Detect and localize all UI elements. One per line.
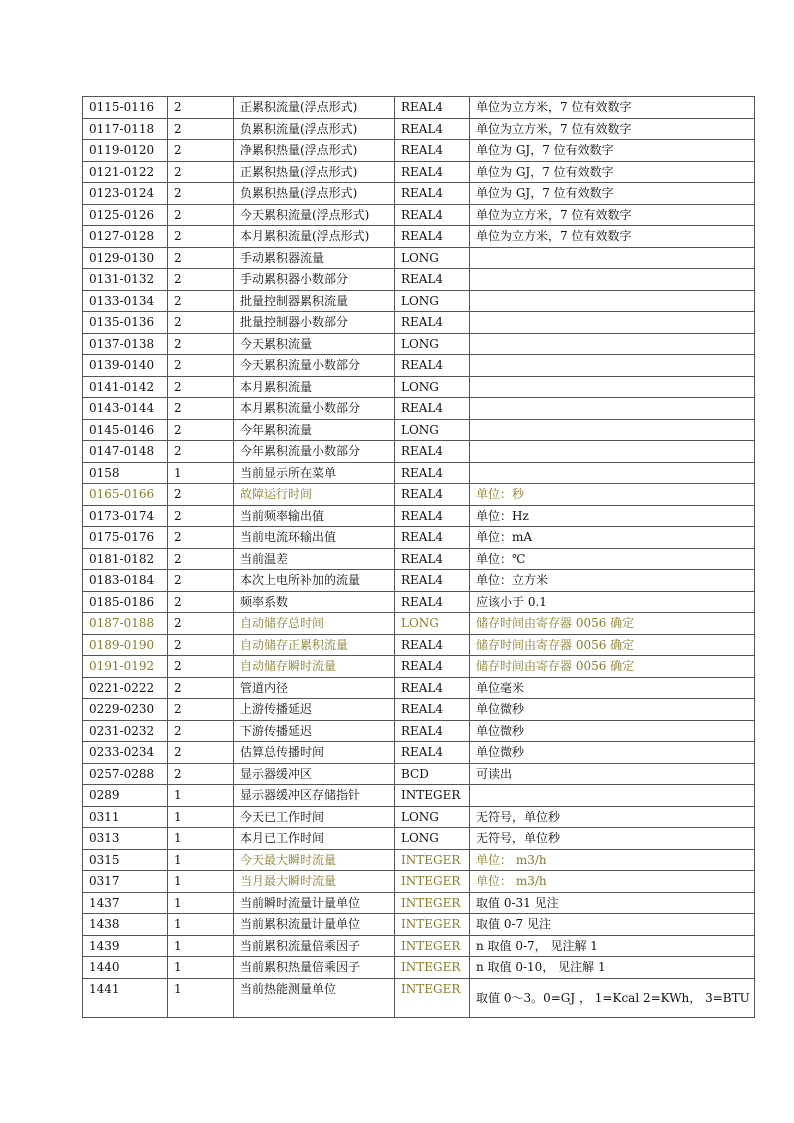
register-count-cell: 1 [168,785,234,807]
register-count-cell: 2 [168,226,234,248]
register-address-cell: 0181-0182 [83,548,168,570]
register-name-cell: 自动储存正累积流量 [234,634,395,656]
data-type-cell: LONG [395,613,470,635]
data-type-cell: LONG [395,806,470,828]
data-type-cell: REAL4 [395,355,470,377]
register-name-cell: 故障运行时间 [234,484,395,506]
register-address-cell: 0115-0116 [83,97,168,119]
register-name-cell: 今年累积流量小数部分 [234,441,395,463]
register-count-cell: 1 [168,978,234,1017]
register-name-cell: 自动储存总时间 [234,613,395,635]
register-count-cell: 2 [168,183,234,205]
table-row [83,677,755,699]
data-type-cell: REAL4 [395,204,470,226]
register-name-cell: 今天累积流量 [234,333,395,355]
register-name-cell: 当前频率输出值 [234,505,395,527]
register-count-cell: 2 [168,656,234,678]
register-count-cell: 2 [168,161,234,183]
data-type-cell: REAL4 [395,269,470,291]
register-count-cell: 2 [168,441,234,463]
register-count-cell: 2 [168,333,234,355]
note-cell: 单位： m3/h [470,849,755,871]
data-type-cell: LONG [395,376,470,398]
table-row [83,613,755,635]
register-address-cell: 0123-0124 [83,183,168,205]
data-type-cell: REAL4 [395,677,470,699]
data-type-cell: REAL4 [395,161,470,183]
note-cell: 单位为立方米，7 位有效数字 [470,118,755,140]
note-cell [470,785,755,807]
register-address-cell: 0158 [83,462,168,484]
table-row [83,505,755,527]
note-cell: 单位毫米 [470,677,755,699]
table-row [83,656,755,678]
note-cell: 单位为 GJ，7 位有效数字 [470,140,755,162]
register-address-cell: 1439 [83,935,168,957]
table-row [83,97,755,119]
note-cell: 无符号，单位秒 [470,806,755,828]
register-address-cell: 0139-0140 [83,355,168,377]
register-address-cell: 0135-0136 [83,312,168,334]
data-type-cell: INTEGER [395,871,470,893]
table-row [83,204,755,226]
register-count-cell: 2 [168,312,234,334]
register-count-cell: 2 [168,720,234,742]
note-cell: 单位：℃ [470,548,755,570]
register-address-cell: 1441 [83,978,168,1017]
register-name-cell: 本月累积流量小数部分 [234,398,395,420]
table-row [83,398,755,420]
table-row [83,957,755,979]
register-address-cell: 0233-0234 [83,742,168,764]
data-type-cell: REAL4 [395,656,470,678]
register-count-cell: 2 [168,376,234,398]
register-name-cell: 净累积热量(浮点形式) [234,140,395,162]
register-count-cell: 2 [168,742,234,764]
table-row [83,376,755,398]
data-type-cell: REAL4 [395,97,470,119]
register-name-cell: 当前瞬时流量计量单位 [234,892,395,914]
note-cell: 单位微秒 [470,742,755,764]
register-name-cell: 本月已工作时间 [234,828,395,850]
data-type-cell: INTEGER [395,785,470,807]
register-count-cell: 2 [168,505,234,527]
data-type-cell: BCD [395,763,470,785]
register-address-cell: 1437 [83,892,168,914]
note-cell [470,419,755,441]
note-cell: 储存时间由寄存器 0056 确定 [470,656,755,678]
note-cell: 应该小于 0.1 [470,591,755,613]
table-row [83,247,755,269]
data-type-cell: REAL4 [395,312,470,334]
register-address-cell: 0147-0148 [83,441,168,463]
table-row [83,763,755,785]
table-row [83,269,755,291]
register-address-cell: 0141-0142 [83,376,168,398]
table-row [83,118,755,140]
note-cell: 单位：mA [470,527,755,549]
table-row [83,849,755,871]
register-name-cell: 负累积热量(浮点形式) [234,183,395,205]
note-cell [470,355,755,377]
register-name-cell: 管道内径 [234,677,395,699]
table-row [83,828,755,850]
data-type-cell: REAL4 [395,699,470,721]
register-count-cell: 2 [168,247,234,269]
note-cell: 取值 0-31 见注 [470,892,755,914]
note-cell: 单位：立方米 [470,570,755,592]
table-row [83,570,755,592]
register-address-cell: 0311 [83,806,168,828]
register-count-cell: 1 [168,828,234,850]
data-type-cell: REAL4 [395,742,470,764]
register-address-cell: 0187-0188 [83,613,168,635]
register-name-cell: 当前热能测量单位 [234,978,395,1017]
note-cell: 单位为立方米，7 位有效数字 [470,97,755,119]
data-type-cell: INTEGER [395,957,470,979]
data-type-cell: REAL4 [395,226,470,248]
register-address-cell: 0257-0288 [83,763,168,785]
register-name-cell: 负累积流量(浮点形式) [234,118,395,140]
data-type-cell: LONG [395,828,470,850]
data-type-cell: INTEGER [395,849,470,871]
register-name-cell: 本月累积流量(浮点形式) [234,226,395,248]
register-address-cell: 0173-0174 [83,505,168,527]
data-type-cell: REAL4 [395,118,470,140]
register-count-cell: 2 [168,484,234,506]
register-count-cell: 2 [168,634,234,656]
table-row [83,355,755,377]
data-type-cell: REAL4 [395,398,470,420]
note-cell [470,441,755,463]
note-cell: 单位微秒 [470,699,755,721]
register-address-cell: 0125-0126 [83,204,168,226]
data-type-cell: REAL4 [395,527,470,549]
register-name-cell: 当前累积热量倍乘因子 [234,957,395,979]
table-row [83,978,755,1017]
note-cell: 单位：秒 [470,484,755,506]
data-type-cell: REAL4 [395,441,470,463]
register-table [82,96,755,1018]
table-row [83,914,755,936]
note-cell: n 取值 0-10， 见注解 1 [470,957,755,979]
data-type-cell: REAL4 [395,484,470,506]
register-name-cell: 自动储存瞬时流量 [234,656,395,678]
register-count-cell: 1 [168,871,234,893]
data-type-cell: INTEGER [395,914,470,936]
register-address-cell: 0183-0184 [83,570,168,592]
register-name-cell: 显示器缓冲区存储指针 [234,785,395,807]
register-count-cell: 2 [168,290,234,312]
register-count-cell: 2 [168,269,234,291]
data-type-cell: REAL4 [395,183,470,205]
register-count-cell: 1 [168,806,234,828]
register-name-cell: 当前电流环输出值 [234,527,395,549]
register-address-cell: 0185-0186 [83,591,168,613]
table-row [83,699,755,721]
data-type-cell: LONG [395,247,470,269]
register-address-cell: 0289 [83,785,168,807]
note-cell: 储存时间由寄存器 0056 确定 [470,634,755,656]
register-count-cell: 2 [168,527,234,549]
table-row [83,183,755,205]
register-name-cell: 今天已工作时间 [234,806,395,828]
note-cell: 取值 0-7 见注 [470,914,755,936]
note-cell: 取值 0～3。0=GJ ， 1=Kcal 2=KWh， 3=BTU [470,978,755,1017]
register-count-cell: 2 [168,97,234,119]
data-type-cell: REAL4 [395,591,470,613]
note-cell [470,398,755,420]
note-cell: 储存时间由寄存器 0056 确定 [470,613,755,635]
note-cell: 无符号，单位秒 [470,828,755,850]
table-row [83,290,755,312]
register-address-cell: 0189-0190 [83,634,168,656]
table-row [83,484,755,506]
register-address-cell: 0145-0146 [83,419,168,441]
data-type-cell: LONG [395,333,470,355]
table-row [83,161,755,183]
note-cell [470,462,755,484]
register-name-cell: 估算总传播时间 [234,742,395,764]
register-address-cell: 0175-0176 [83,527,168,549]
register-name-cell: 当前显示所在菜单 [234,462,395,484]
register-count-cell: 2 [168,548,234,570]
register-address-cell: 0229-0230 [83,699,168,721]
register-address-cell: 0133-0134 [83,290,168,312]
register-address-cell: 1438 [83,914,168,936]
note-cell: 单位为立方米，7 位有效数字 [470,226,755,248]
register-address-cell: 0313 [83,828,168,850]
note-cell: n 取值 0-7， 见注解 1 [470,935,755,957]
table-row [83,312,755,334]
register-name-cell: 下游传播延迟 [234,720,395,742]
register-count-cell: 1 [168,462,234,484]
table-row [83,527,755,549]
register-address-cell: 0317 [83,871,168,893]
register-address-cell: 0221-0222 [83,677,168,699]
register-name-cell: 显示器缓冲区 [234,763,395,785]
register-address-cell: 0117-0118 [83,118,168,140]
register-name-cell: 当前累积流量倍乘因子 [234,935,395,957]
note-cell: 单位为立方米，7 位有效数字 [470,204,755,226]
register-name-cell: 批量控制器累积流量 [234,290,395,312]
table-row [83,333,755,355]
register-name-cell: 批量控制器小数部分 [234,312,395,334]
table-row [83,935,755,957]
register-address-cell: 0127-0128 [83,226,168,248]
table-row [83,785,755,807]
register-count-cell: 2 [168,613,234,635]
register-name-cell: 今年累积流量 [234,419,395,441]
register-count-cell: 2 [168,118,234,140]
table-row [83,462,755,484]
table-row [83,720,755,742]
note-cell [470,269,755,291]
data-type-cell: REAL4 [395,570,470,592]
table-row [83,871,755,893]
register-address-cell: 0315 [83,849,168,871]
data-type-cell: REAL4 [395,548,470,570]
data-type-cell: LONG [395,290,470,312]
register-count-cell: 1 [168,849,234,871]
register-count-cell: 1 [168,935,234,957]
data-type-cell: INTEGER [395,935,470,957]
register-name-cell: 上游传播延迟 [234,699,395,721]
data-type-cell: REAL4 [395,634,470,656]
register-name-cell: 当前累积流量计量单位 [234,914,395,936]
note-cell [470,290,755,312]
data-type-cell: LONG [395,419,470,441]
table-row [83,441,755,463]
register-address-cell: 0143-0144 [83,398,168,420]
note-cell: 可读出 [470,763,755,785]
table-row [83,548,755,570]
note-cell [470,376,755,398]
register-name-cell: 手动累积器流量 [234,247,395,269]
register-count-cell: 2 [168,398,234,420]
table-row [83,140,755,162]
register-count-cell: 2 [168,140,234,162]
note-cell: 单位为 GJ，7 位有效数字 [470,183,755,205]
note-cell [470,333,755,355]
register-count-cell: 2 [168,591,234,613]
register-count-cell: 2 [168,677,234,699]
register-name-cell: 今天累积流量(浮点形式) [234,204,395,226]
register-name-cell: 今天累积流量小数部分 [234,355,395,377]
register-address-cell: 1440 [83,957,168,979]
register-name-cell: 正累积流量(浮点形式) [234,97,395,119]
register-count-cell: 2 [168,419,234,441]
register-address-cell: 0137-0138 [83,333,168,355]
table-row [83,226,755,248]
register-name-cell: 当前温差 [234,548,395,570]
register-name-cell: 频率系数 [234,591,395,613]
register-count-cell: 2 [168,355,234,377]
register-address-cell: 0121-0122 [83,161,168,183]
data-type-cell: INTEGER [395,978,470,1017]
register-count-cell: 1 [168,914,234,936]
note-cell: 单位：Hz [470,505,755,527]
data-type-cell: REAL4 [395,462,470,484]
table-row [83,591,755,613]
data-type-cell: REAL4 [395,720,470,742]
note-cell: 单位微秒 [470,720,755,742]
register-name-cell: 手动累积器小数部分 [234,269,395,291]
note-cell: 单位为 GJ，7 位有效数字 [470,161,755,183]
register-address-cell: 0129-0130 [83,247,168,269]
register-address-cell: 0191-0192 [83,656,168,678]
data-type-cell: REAL4 [395,140,470,162]
register-name-cell: 本月累积流量 [234,376,395,398]
register-address-cell: 0165-0166 [83,484,168,506]
register-name-cell: 当月最大瞬时流量 [234,871,395,893]
register-count-cell: 1 [168,892,234,914]
register-name-cell: 今天最大瞬时流量 [234,849,395,871]
register-address-cell: 0131-0132 [83,269,168,291]
register-count-cell: 2 [168,763,234,785]
register-count-cell: 2 [168,204,234,226]
data-type-cell: REAL4 [395,505,470,527]
register-count-cell: 1 [168,957,234,979]
table-row [83,742,755,764]
register-address-cell: 0231-0232 [83,720,168,742]
register-count-cell: 2 [168,699,234,721]
note-cell: 单位： m3/h [470,871,755,893]
register-name-cell: 正累积热量(浮点形式) [234,161,395,183]
note-cell [470,312,755,334]
table-row [83,806,755,828]
register-count-cell: 2 [168,570,234,592]
register-address-cell: 0119-0120 [83,140,168,162]
note-cell [470,247,755,269]
table-row [83,892,755,914]
data-type-cell: INTEGER [395,892,470,914]
register-name-cell: 本次上电所补加的流量 [234,570,395,592]
table-row [83,634,755,656]
register-table-body [83,97,755,1018]
table-row [83,419,755,441]
